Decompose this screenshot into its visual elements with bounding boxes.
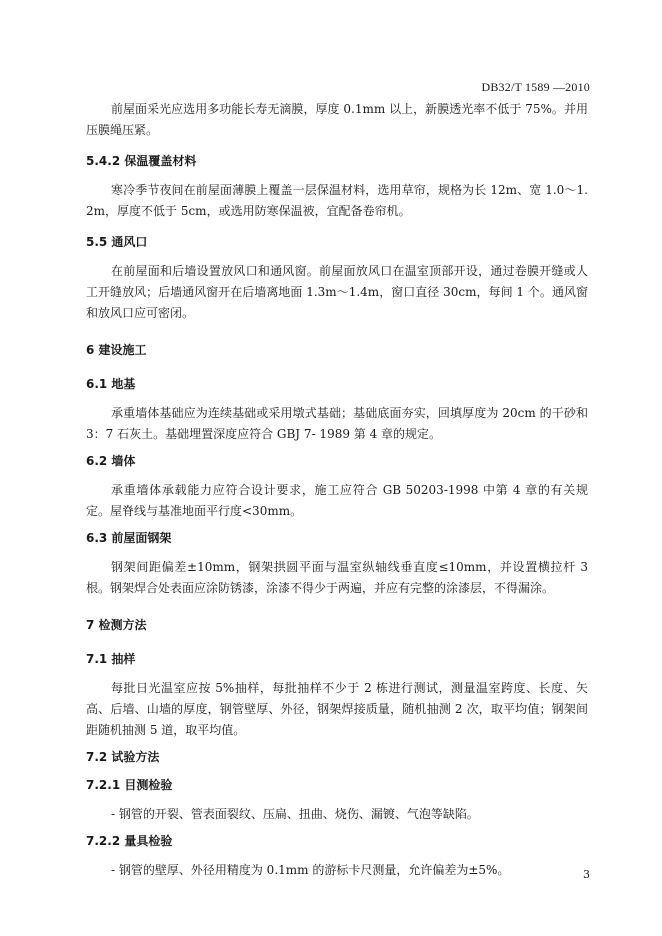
paragraph-7-2-2: - 钢管的壁厚、外径用精度为 0.1mm 的游标卡尺测量，允许偏差为±5%。 (111, 863, 510, 877)
document-code: DB32/T 1589 —2010 (481, 80, 590, 94)
heading-7: 7 检测方法 (86, 618, 147, 632)
heading-7-2: 7.2 试验方法 (86, 750, 160, 764)
paragraph-5-5: 在前屋面和后墙设置放风口和通风窗。前屋面放风口在温室顶部开设，通过卷膜开缝或人工开缝放风；后墙通风窗开在后墙离地面 1.3m～1.4m，窗口直径 30cm，每间 1 个。通风窗和放风口应可密闭。 (86, 264, 588, 320)
heading-6: 6 建设施工 (86, 343, 147, 357)
heading-6-1: 6.1 地基 (86, 377, 136, 391)
paragraph-7-2-1: - 钢管的开裂、管表面裂纹、压扁、扭曲、烧伤、漏镀、气泡等缺陷。 (111, 807, 479, 821)
paragraph-6-3: 钢架间距偏差±10mm，钢架拱圆平面与温室纵轴线垂直度≤10mm，并设置横拉杆 3 根。钢架焊合处表面应涂防锈漆，涂漆不得少于两遍，并应有完整的涂漆层，不得漏涂。 (86, 560, 592, 595)
heading-5-5: 5.5 通风口 (86, 235, 148, 249)
paragraph-6-1: 承重墙体基础应为连续基础或采用墩式基础；基础底面夯实，回填厚度为 20cm 的干砂和 3：7 石灰土。基础埋置深度应符合 GBJ 7- 1989 第 4 章的规定。 (86, 406, 592, 441)
intro-paragraph: 前屋面采光应选用多功能长寿无滴膜，厚度 0.1mm 以上，新膜透光率不低于 75%。并用压膜绳压紧。 (86, 102, 588, 137)
page-content (86, 99, 592, 881)
heading-7-2-1: 7.2.1 目测检验 (86, 778, 173, 792)
paragraph-6-2: 承重墙体承载能力应符合设计要求，施工应符合 GB 50203-1998 中第 4 章的有关规定。屋脊线与基准地面平行度<30mm。 (86, 483, 588, 518)
heading-6-2: 6.2 墙体 (86, 454, 136, 468)
page-number: 3 (583, 868, 590, 881)
heading-7-2-2: 7.2.2 量具检验 (86, 834, 173, 848)
heading-6-3: 6.3 前屋面钢架 (86, 531, 172, 545)
heading-5-4-2: 5.4.2 保温覆盖材料 (86, 154, 197, 168)
paragraph-5-4-2: 寒冷季节夜间在前屋面薄膜上覆盖一层保温材料，选用草帘，规格为长 12m、宽 1.0～1.2m，厚度不低于 5cm，或选用防寒保温被，宜配备卷帘机。 (86, 183, 588, 218)
paragraph-7-1: 每批日光温室应按 5%抽样，每批抽样不少于 2 栋进行测试，测量温室跨度、长度、矢高、后墙、山墙的厚度，钢管壁厚、外径，钢架焊接质量，随机抽测 2 次，取平均值；钢架间距随机抽测 5 道，取平均值。 (86, 681, 588, 737)
heading-7-1: 7.1 抽样 (86, 652, 136, 666)
